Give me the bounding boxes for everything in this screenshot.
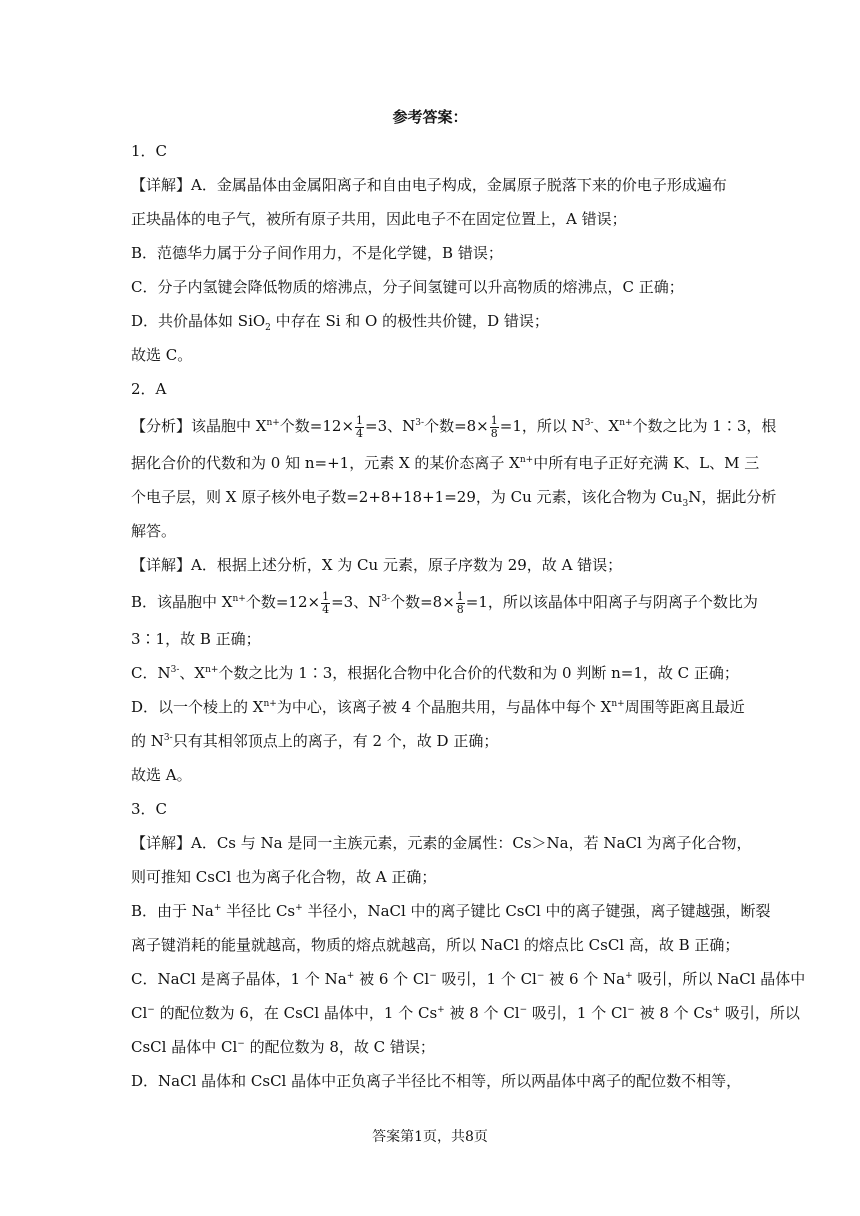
fraction-one-quarter: $\frac{1}{4}$ [322, 589, 330, 616]
q3-explain-c-3: CsCl 晶体中 Cl− 的配位数为 8，故 C 错误； [131, 1038, 435, 1056]
q2-conclusion: 故选 A。 [131, 766, 192, 784]
q1-explain-c: C．分子内氢键会降低物质的熔沸点，分子间氢键可以升高物质的熔沸点，C 正确； [131, 278, 684, 296]
fraction-one-eighth: $\frac{1}{8}$ [490, 413, 498, 440]
q1-explain-a-2: 正块晶体的电子气，被所有原子共用，因此电子不在固定位置上，A 错误； [131, 210, 627, 228]
q3-explain-c-2: Cl− 的配位数为 6，在 CsCl 晶体中，1 个 Cs+ 被 8 个 Cl− 吸引，1 个 Cl− 被 8 个 Cs+ 吸引，所以 [131, 1004, 800, 1022]
q2-analysis-1: 【分析】该晶胞中 $X^{n+}$个数=12× $\frac{1}{4}$ =3、$N^{3-}$个数=8× $\frac{1}{8}$ =1，所以 $N^{3-}$、$X^{n+}$个数之比为 1∶3，根 [131, 413, 777, 440]
q2-analysis-2: 据化合价的代数和为 0 知 n=+1，元素 X 的某价态离子 $X^{n+}$中所有电子正好充满 K、L、M 三 [131, 454, 760, 472]
fraction-one-quarter: $\frac{1}{4}$ [356, 413, 364, 440]
q3-explain-c-1: C．NaCl 是离子晶体，1 个 Na+ 被 6 个 Cl− 吸引，1 个 Cl− 被 6 个 Na+ 吸引，所以 NaCl 晶体中 [131, 970, 806, 988]
q2-analysis-3: 个电子层，则 X 原子核外电子数=2+8+18+1=29，为 Cu 元素，该化合物为 $Cu_3N$，据此分析 [131, 488, 777, 509]
q1-conclusion: 故选 C。 [131, 346, 193, 364]
q2-explain-a: 【详解】A．根据上述分析，X 为 Cu 元素，原子序数为 29，故 A 错误； [131, 556, 623, 574]
q1-explain-a-1: 【详解】A．金属晶体由金属阳离子和自由电子构成，金属原子脱落下来的价电子形成遍布 [131, 176, 727, 194]
page-footer: 答案第1页，共8页 [372, 1129, 488, 1145]
q2-explain-b-2: 3∶1，故 B 正确； [131, 630, 261, 648]
q3-explain-a-1: 【详解】A．Cs 与 Na 是同一主族元素，元素的金属性：Cs＞Na，若 NaCl 为离子化合物， [131, 834, 752, 852]
q3-explain-b-1: B．由于 Na+ 半径比 Cs+ 半径小，NaCl 中的离子键比 CsCl 中的离子键强，离子键越强，断裂 [131, 902, 771, 920]
q2-explain-c: C．$N^{3-}$、$X^{n+}$个数之比为 1∶3，根据化合物中化合价的代数和为 0 判断 n=1，故 C 正确； [131, 664, 739, 682]
q1-answer: 1．C [131, 142, 168, 160]
q1-explain-b: B．范德华力属于分子间作用力，不是化学键，B 错误； [131, 244, 503, 262]
q3-explain-d: D．NaCl 晶体和 CsCl 晶体中正负离子半径比不相等，所以两晶体中离子的配位数不相等， [131, 1072, 742, 1090]
fraction-one-eighth: $\frac{1}{8}$ [456, 589, 464, 616]
q3-answer: 3．C [131, 800, 168, 818]
q1-explain-d: D．共价晶体如 SiO$_2$ 中存在 Si 和 O 的极性共价键，D 错误； [131, 312, 549, 333]
q2-explain-d-1: D．以一个棱上的 $X^{n+}$为中心，该离子被 4 个晶胞共用，与晶体中每个 $X^{n+}$周围等距离且最近 [131, 698, 745, 716]
q3-explain-a-2: 则可推知 CsCl 也为离子化合物，故 A 正确； [131, 868, 437, 886]
q2-explain-b-1: B．该晶胞中 $X^{n+}$个数=12× $\frac{1}{4}$ =3、$N^{3-}$个数=8× $\frac{1}{8}$ =1，所以该晶体中阳离子与阴离子个数比为 [131, 589, 758, 616]
page-title: 参考答案： [392, 108, 468, 126]
answer-body [131, 134, 806, 1098]
q2-explain-d-2: 的 $N^{3-}$只有其相邻顶点上的离子，有 2 个，故 D 正确； [131, 732, 499, 750]
q3-explain-b-2: 离子键消耗的能量就越高，物质的熔点就越高，所以 NaCl 的熔点比 CsCl 高，故 B 正确； [131, 936, 740, 954]
q2-analysis-4: 解答。 [131, 522, 177, 540]
q2-answer: 2．A [131, 380, 167, 398]
